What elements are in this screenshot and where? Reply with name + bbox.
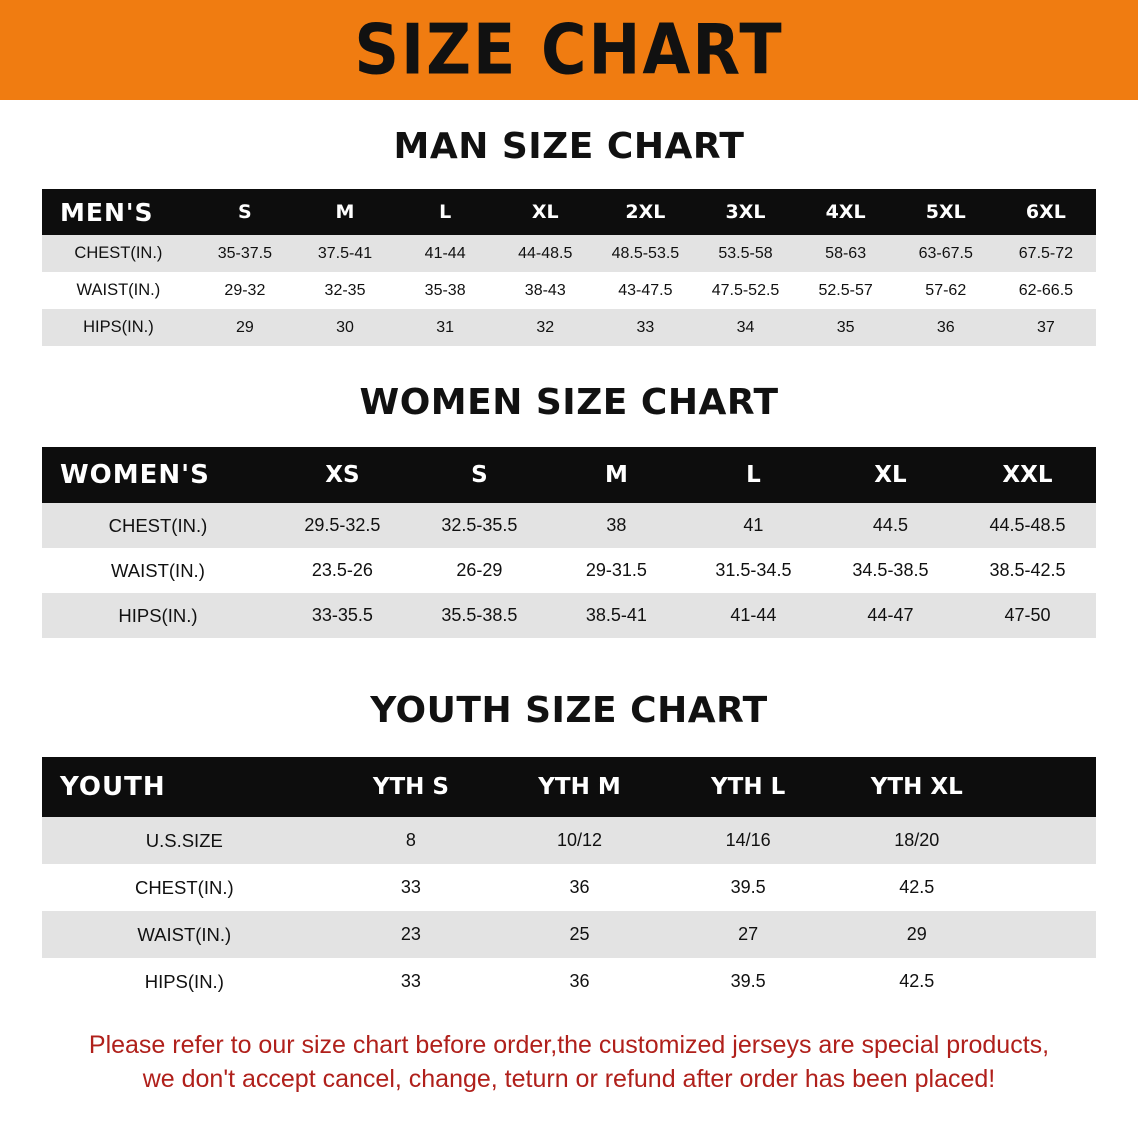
table-header-cell: YTH L	[664, 757, 833, 817]
table-cell: 36	[495, 864, 664, 911]
table-cell-spacer	[1001, 958, 1096, 1005]
row-label: HIPS(IN.)	[42, 309, 195, 346]
women-section-heading: WOMEN SIZE CHART	[359, 382, 779, 423]
table-cell: 38.5-42.5	[959, 548, 1096, 593]
table-cell: 36	[896, 309, 996, 346]
table-header-cell: 6XL	[996, 189, 1096, 235]
table-header-cell: M	[548, 447, 685, 503]
disclaimer-line-1: Please refer to our size chart before order,the customized jerseys are special products,	[88, 1031, 1050, 1059]
table-cell: 23	[327, 911, 496, 958]
table-cell: 33	[327, 958, 496, 1005]
table-cell: 39.5	[664, 864, 833, 911]
table-cell: 47-50	[959, 593, 1096, 638]
table-header-cell: S	[195, 189, 295, 235]
table-header-cell: YTH M	[495, 757, 664, 817]
youth-section-heading: YOUTH SIZE CHART	[370, 690, 768, 731]
table-header-cell: M	[295, 189, 395, 235]
table-cell: 41-44	[685, 593, 822, 638]
table-cell: 38.5-41	[548, 593, 685, 638]
banner-title: SIZE CHART	[354, 8, 784, 91]
table-header-cell: XXL	[959, 447, 1096, 503]
table-cell: 37.5-41	[295, 235, 395, 272]
row-label: WAIST(IN.)	[42, 272, 195, 309]
row-label: CHEST(IN.)	[42, 503, 274, 548]
table-header-row	[42, 757, 1096, 817]
row-label: HIPS(IN.)	[42, 593, 274, 638]
table-row	[42, 958, 1096, 1005]
youth-table-wrap	[42, 757, 1096, 1005]
table-cell: 38	[548, 503, 685, 548]
row-label: CHEST(IN.)	[42, 235, 195, 272]
table-cell: 52.5-57	[796, 272, 896, 309]
man-size-table	[42, 189, 1096, 346]
table-header-cell: XL	[495, 189, 595, 235]
table-row	[42, 272, 1096, 309]
table-cell: 47.5-52.5	[695, 272, 795, 309]
table-cell: 38-43	[495, 272, 595, 309]
table-header-cell: YOUTH	[42, 757, 327, 817]
table-header-cell: MEN'S	[42, 189, 195, 235]
table-cell: 30	[295, 309, 395, 346]
row-label: WAIST(IN.)	[42, 911, 327, 958]
table-cell-spacer	[1001, 911, 1096, 958]
table-cell: 29	[195, 309, 295, 346]
table-cell: 34	[695, 309, 795, 346]
table-cell: 35-37.5	[195, 235, 295, 272]
table-cell: 31	[395, 309, 495, 346]
table-cell: 42.5	[832, 864, 1001, 911]
table-cell: 29.5-32.5	[274, 503, 411, 548]
table-cell: 34.5-38.5	[822, 548, 959, 593]
table-row	[42, 817, 1096, 864]
table-cell: 33-35.5	[274, 593, 411, 638]
table-row	[42, 864, 1096, 911]
table-header-cell: L	[685, 447, 822, 503]
table-cell: 27	[664, 911, 833, 958]
table-header-cell: YTH S	[327, 757, 496, 817]
table-cell: 35.5-38.5	[411, 593, 548, 638]
table-header-cell: WOMEN'S	[42, 447, 274, 503]
table-row	[42, 548, 1096, 593]
table-cell: 41	[685, 503, 822, 548]
table-cell: 14/16	[664, 817, 833, 864]
table-header-row	[42, 447, 1096, 503]
row-label: CHEST(IN.)	[42, 864, 327, 911]
table-cell: 31.5-34.5	[685, 548, 822, 593]
disclaimer-note	[36, 1029, 1102, 1097]
table-cell: 33	[595, 309, 695, 346]
table-cell-spacer	[1001, 864, 1096, 911]
banner	[0, 0, 1138, 100]
table-cell: 25	[495, 911, 664, 958]
table-row	[42, 911, 1096, 958]
disclaimer-line-2: we don't accept cancel, change, teturn or refund after order has been placed!	[142, 1064, 996, 1093]
table-header-spacer	[1001, 757, 1096, 817]
table-row	[42, 235, 1096, 272]
table-cell: 63-67.5	[896, 235, 996, 272]
table-cell: 39.5	[664, 958, 833, 1005]
youth-size-table	[42, 757, 1096, 1005]
man-section-heading: MAN SIZE CHART	[393, 126, 745, 167]
table-cell: 57-62	[896, 272, 996, 309]
table-cell: 32-35	[295, 272, 395, 309]
table-cell-spacer	[1001, 817, 1096, 864]
table-row	[42, 593, 1096, 638]
table-header-cell: 4XL	[796, 189, 896, 235]
table-cell: 37	[996, 309, 1096, 346]
table-cell: 53.5-58	[695, 235, 795, 272]
table-cell: 42.5	[832, 958, 1001, 1005]
table-header-cell: 3XL	[695, 189, 795, 235]
row-label: HIPS(IN.)	[42, 958, 327, 1005]
table-header-cell: 5XL	[896, 189, 996, 235]
table-cell: 48.5-53.5	[595, 235, 695, 272]
table-cell: 43-47.5	[595, 272, 695, 309]
table-row	[42, 503, 1096, 548]
table-cell: 18/20	[832, 817, 1001, 864]
table-cell: 44.5-48.5	[959, 503, 1096, 548]
table-header-cell: L	[395, 189, 495, 235]
table-header-cell: YTH XL	[832, 757, 1001, 817]
table-cell: 8	[327, 817, 496, 864]
table-cell: 32	[495, 309, 595, 346]
table-cell: 10/12	[495, 817, 664, 864]
row-label: WAIST(IN.)	[42, 548, 274, 593]
table-cell: 29-32	[195, 272, 295, 309]
table-cell: 29	[832, 911, 1001, 958]
table-cell: 67.5-72	[996, 235, 1096, 272]
table-cell: 32.5-35.5	[411, 503, 548, 548]
table-cell: 29-31.5	[548, 548, 685, 593]
table-header-cell: XL	[822, 447, 959, 503]
women-size-table	[42, 447, 1096, 638]
table-header-cell: 2XL	[595, 189, 695, 235]
table-cell: 35-38	[395, 272, 495, 309]
table-cell: 23.5-26	[274, 548, 411, 593]
table-cell: 35	[796, 309, 896, 346]
women-table-wrap	[42, 447, 1096, 638]
row-label: U.S.SIZE	[42, 817, 327, 864]
table-cell: 62-66.5	[996, 272, 1096, 309]
table-cell: 44-47	[822, 593, 959, 638]
table-cell: 41-44	[395, 235, 495, 272]
table-cell: 44-48.5	[495, 235, 595, 272]
table-cell: 44.5	[822, 503, 959, 548]
table-cell: 58-63	[796, 235, 896, 272]
table-header-cell: S	[411, 447, 548, 503]
table-row	[42, 309, 1096, 346]
table-cell: 33	[327, 864, 496, 911]
table-header-row	[42, 189, 1096, 235]
man-table-wrap	[42, 189, 1096, 346]
table-cell: 36	[495, 958, 664, 1005]
table-cell: 26-29	[411, 548, 548, 593]
table-header-cell: XS	[274, 447, 411, 503]
